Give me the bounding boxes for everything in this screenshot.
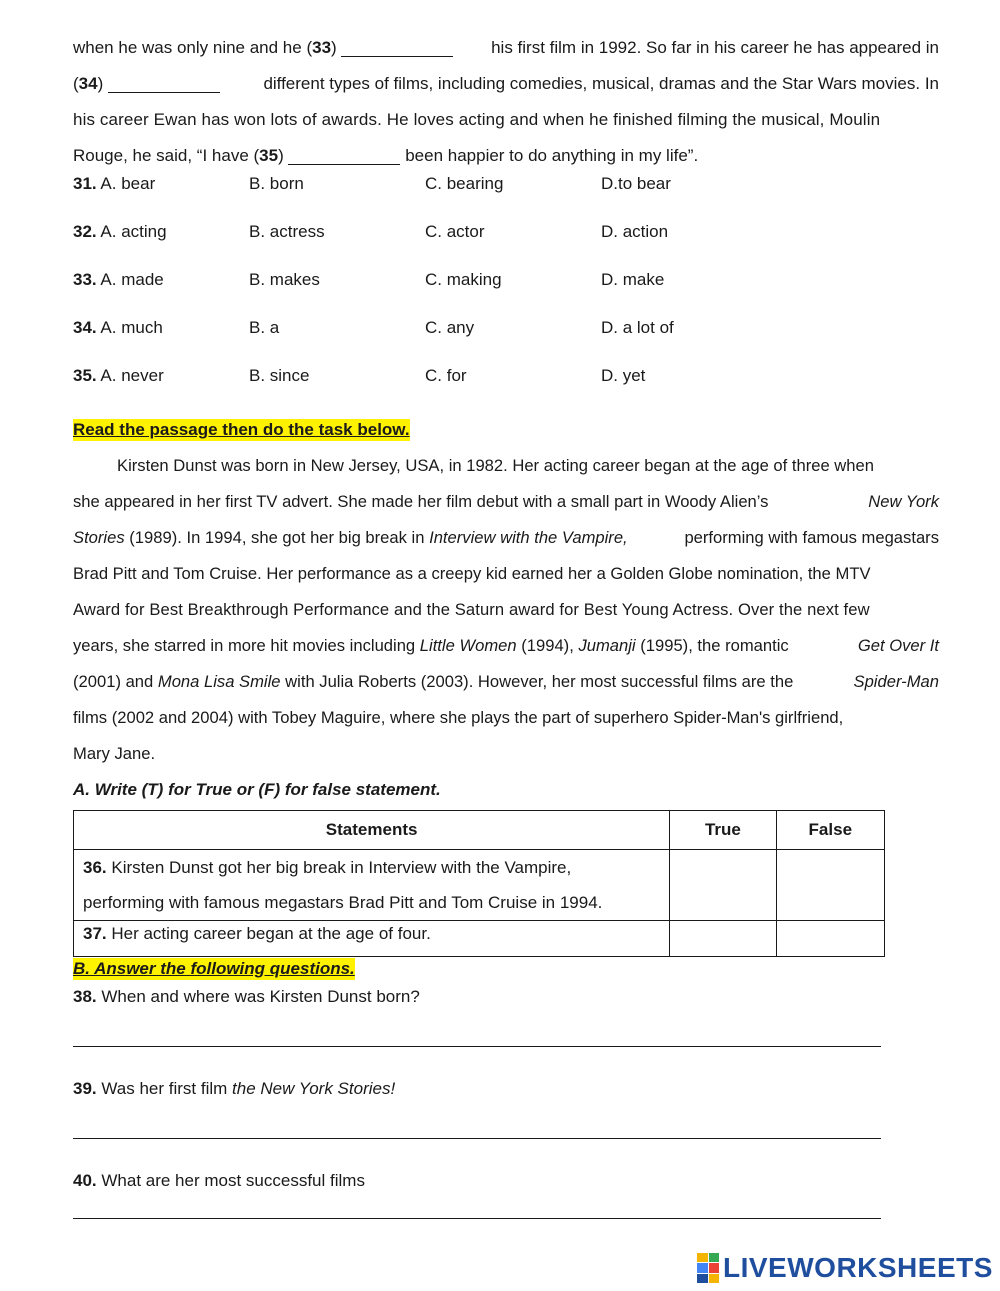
logo-mark-icon [697, 1253, 719, 1283]
option-a[interactable]: 32. A. acting [73, 222, 167, 241]
passage2-line5: Award for Best Breakthrough Performance and the Saturn award for Best Young Actress. Over the next few [73, 600, 870, 619]
passage2-line7: (2001) and Mona Lisa Smile with Julia Roberts (2003). However, her most successful films are the Spider-Man [73, 672, 939, 691]
answer-true-37[interactable] [670, 921, 776, 957]
answer-true-36[interactable] [670, 850, 776, 921]
option-a[interactable]: 33. A. made [73, 270, 164, 289]
mcq-34 [73, 316, 939, 364]
mcq-33 [73, 268, 939, 316]
blank-35[interactable] [288, 142, 400, 165]
true-false-table [73, 810, 885, 957]
task-b-instruction: B. Answer the following questions. [73, 959, 355, 978]
option-d[interactable]: D. a lot of [601, 318, 674, 337]
table-row [74, 850, 885, 921]
option-d[interactable]: D. make [601, 270, 665, 289]
task-a-instruction: A. Write (T) for True or (F) for false statement. [73, 780, 441, 799]
header-true: True [670, 811, 776, 850]
reading-passage [73, 448, 939, 772]
logo-text: LIVEWORKSHEETS [723, 1252, 993, 1283]
passage2-line4: Brad Pitt and Tom Cruise. Her performance as a creepy kid earned her a Golden Globe nomination, the MTV [73, 564, 871, 583]
option-a[interactable]: 31. A. bear [73, 174, 156, 193]
question-40: 40. What are her most successful films [73, 1171, 365, 1190]
option-c[interactable]: C. bearing [425, 174, 504, 193]
statement-37: 37. Her acting career began at the age of four. [74, 921, 670, 957]
mcq-35 [73, 364, 939, 412]
option-c[interactable]: C. for [425, 366, 467, 385]
statement-36: 36. Kirsten Dunst got her big break in Interview with the Vampire, performing with famous megastars Brad Pitt and Tom Cruise in 1994. [74, 850, 670, 921]
passage2-line9: Mary Jane. [73, 744, 156, 763]
blank-34[interactable] [108, 70, 220, 93]
question-38: 38. When and where was Kirsten Dunst born? [73, 987, 420, 1006]
option-d[interactable]: D. yet [601, 366, 646, 385]
passage2-line6: years, she starred in more hit movies including Little Women (1994), Jumanji (1995), the romantic Get Over It [73, 636, 939, 655]
option-a[interactable]: 35. A. never [73, 366, 164, 385]
question-39: 39. Was her first film the New York Stories! [73, 1079, 396, 1098]
option-c[interactable]: C. any [425, 318, 475, 337]
passage1-line1-text: when he was only nine and he (33) [73, 30, 453, 66]
option-b[interactable]: B. makes [249, 270, 320, 289]
table-header-row [74, 811, 885, 850]
option-c[interactable]: C. actor [425, 222, 485, 241]
answer-line-40[interactable] [73, 1217, 881, 1219]
liveworksheets-logo [697, 1252, 993, 1284]
option-b[interactable]: B. since [249, 366, 310, 385]
task-b-row [73, 957, 939, 981]
option-c[interactable]: C. making [425, 270, 502, 289]
passage2-line3: Stories (1989). In 1994, she got her big break in Interview with the Vampire, performing with famous megastars [73, 528, 939, 547]
mcq-32 [73, 220, 939, 268]
answer-false-37[interactable] [776, 921, 884, 957]
header-statements: Statements [74, 811, 670, 850]
passage1-line4: Rouge, he said, “I have (35) been happier to do anything in my life”. [73, 138, 939, 174]
option-a[interactable]: 34. A. much [73, 318, 163, 337]
table-row [74, 921, 885, 957]
mcq-list [73, 172, 939, 412]
option-d[interactable]: D. action [601, 222, 669, 241]
header-false: False [776, 811, 884, 850]
blank-33[interactable] [341, 34, 453, 57]
reading-heading-row [73, 412, 939, 448]
answer-false-36[interactable] [776, 850, 884, 921]
passage1-line2: (34) different types of films, including comedies, musical, dramas and the Star Wars movies. In [73, 66, 939, 102]
option-d[interactable]: D.to bear [601, 174, 671, 193]
worksheet-page [73, 30, 939, 1219]
option-b[interactable]: B. actress [249, 222, 325, 241]
reading-heading: Read the passage then do the task below. [73, 420, 410, 439]
passage1-line1: when he was only nine and he (33) his first film in 1992. So far in his career he has appeared in [73, 30, 939, 66]
option-b[interactable]: B. born [249, 174, 304, 193]
option-b[interactable]: B. a [249, 318, 280, 337]
mcq-31 [73, 172, 939, 220]
passage2-line2: she appeared in her first TV advert. She made her film debut with a small part in Woody Alien’s New York [73, 492, 939, 511]
passage1-line3: his career Ewan has won lots of awards. He loves acting and when he finished filming the musical, Moulin [73, 110, 881, 129]
passage1-line2-text: (34) [73, 66, 220, 102]
passage2-line8: films (2002 and 2004) with Tobey Maguire, where she plays the part of superhero Spider-Man's girlfriend, [73, 708, 844, 727]
passage2-line1: Kirsten Dunst was born in New Jersey, USA, in 1982. Her acting career began at the age of three when [117, 456, 874, 475]
